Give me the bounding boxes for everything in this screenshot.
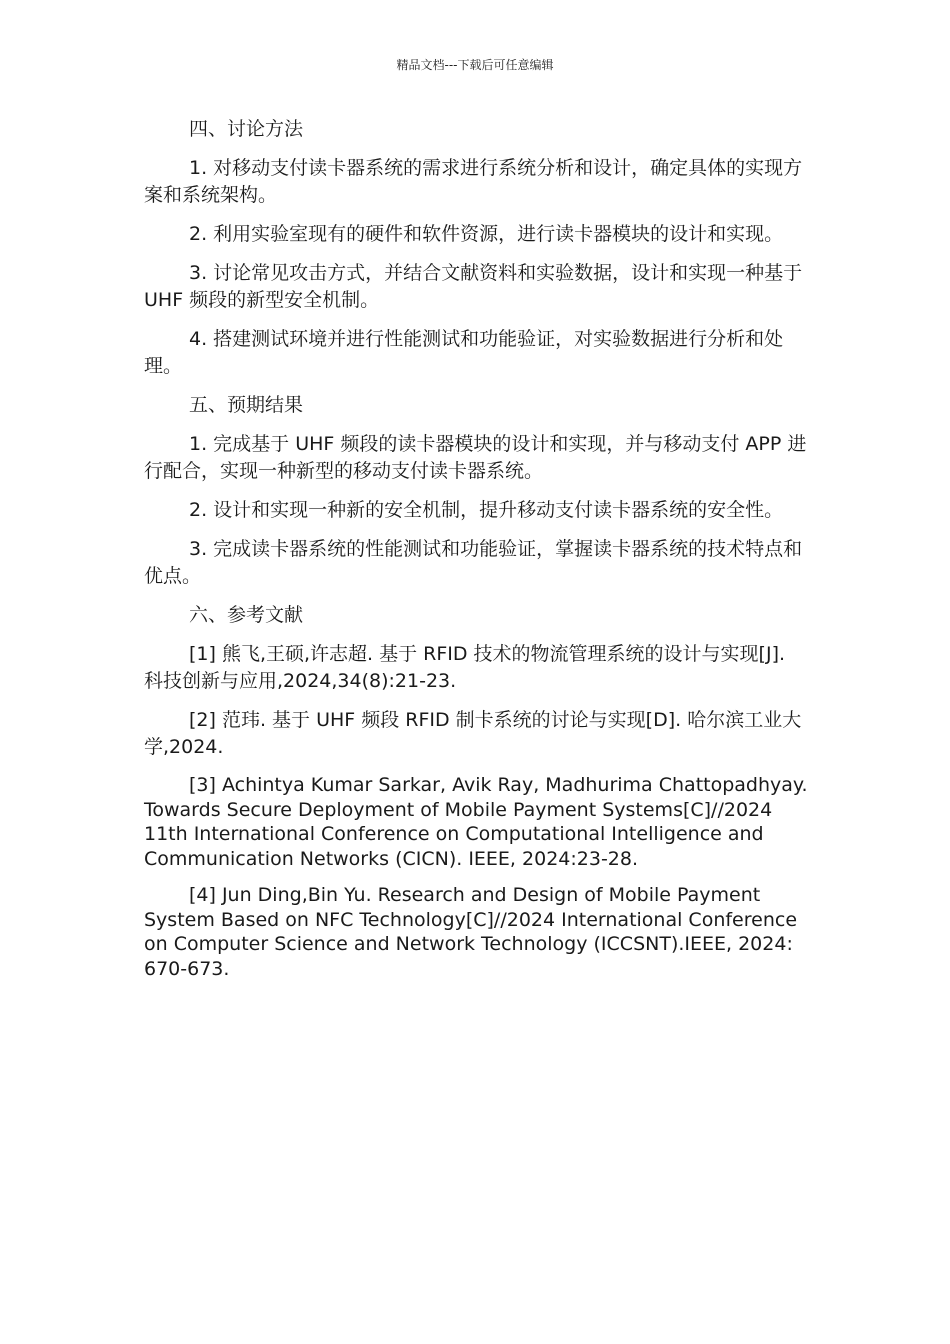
reference-item: [1] 熊飞,王硕,许志超. 基于 RFID 技术的物流管理系统的设计与实现[J]. 科技创新与应用,2024,34(8):21-23. [144, 643, 786, 692]
section-heading-references: 六、参考文献 [189, 604, 304, 626]
reference-item: [4] Jun Ding,Bin Yu. Research and Design of Mobile Payment System Based on NFC Technology[C]//2024 International Conference on Computer Science and Network Technology (ICCSNT).IEEE, 2024: 670-673. [144, 884, 798, 980]
document-body [144, 116, 809, 993]
discussion-item: 1. 对移动支付读卡器系统的需求进行系统分析和设计，确定具体的实现方案和系统架构。 [144, 157, 803, 206]
discussion-item: 2. 利用实验室现有的硬件和软件资源，进行读卡器模块的设计和实现。 [189, 223, 784, 245]
section-heading-results: 五、预期结果 [189, 394, 304, 416]
results-item: 1. 完成基于 UHF 频段的读卡器模块的设计和实现，并与移动支付 APP 进行配合，实现一种新型的移动支付读卡器系统。 [144, 433, 807, 482]
reference-item: [2] 范玮. 基于 UHF 频段 RFID 制卡系统的讨论与实现[D]. 哈尔滨工业大学,2024. [144, 709, 802, 758]
discussion-item: 3. 讨论常见攻击方式，并结合文献资料和实验数据，设计和实现一种基于 UHF 频段的新型安全机制。 [144, 262, 803, 311]
discussion-item: 4. 搭建测试环境并进行性能测试和功能验证，对实验数据进行分析和处理。 [144, 328, 784, 377]
results-item: 2. 设计和实现一种新的安全机制，提升移动支付读卡器系统的安全性。 [189, 499, 784, 521]
reference-item: [3] Achintya Kumar Sarkar, Avik Ray, Madhurima Chattopadhyay. Towards Secure Deployment of Mobile Payment Systems[C]//2024 11th International Conference on Computational Intelligence and Communication Networks (CICN). IEEE, 2024:23-28. [144, 774, 808, 870]
results-item: 3. 完成读卡器系统的性能测试和功能验证，掌握读卡器系统的技术特点和优点。 [144, 538, 803, 587]
section-heading-discussion: 四、讨论方法 [189, 118, 304, 140]
page-header: 精品文档---下载后可任意编辑 [396, 58, 554, 72]
